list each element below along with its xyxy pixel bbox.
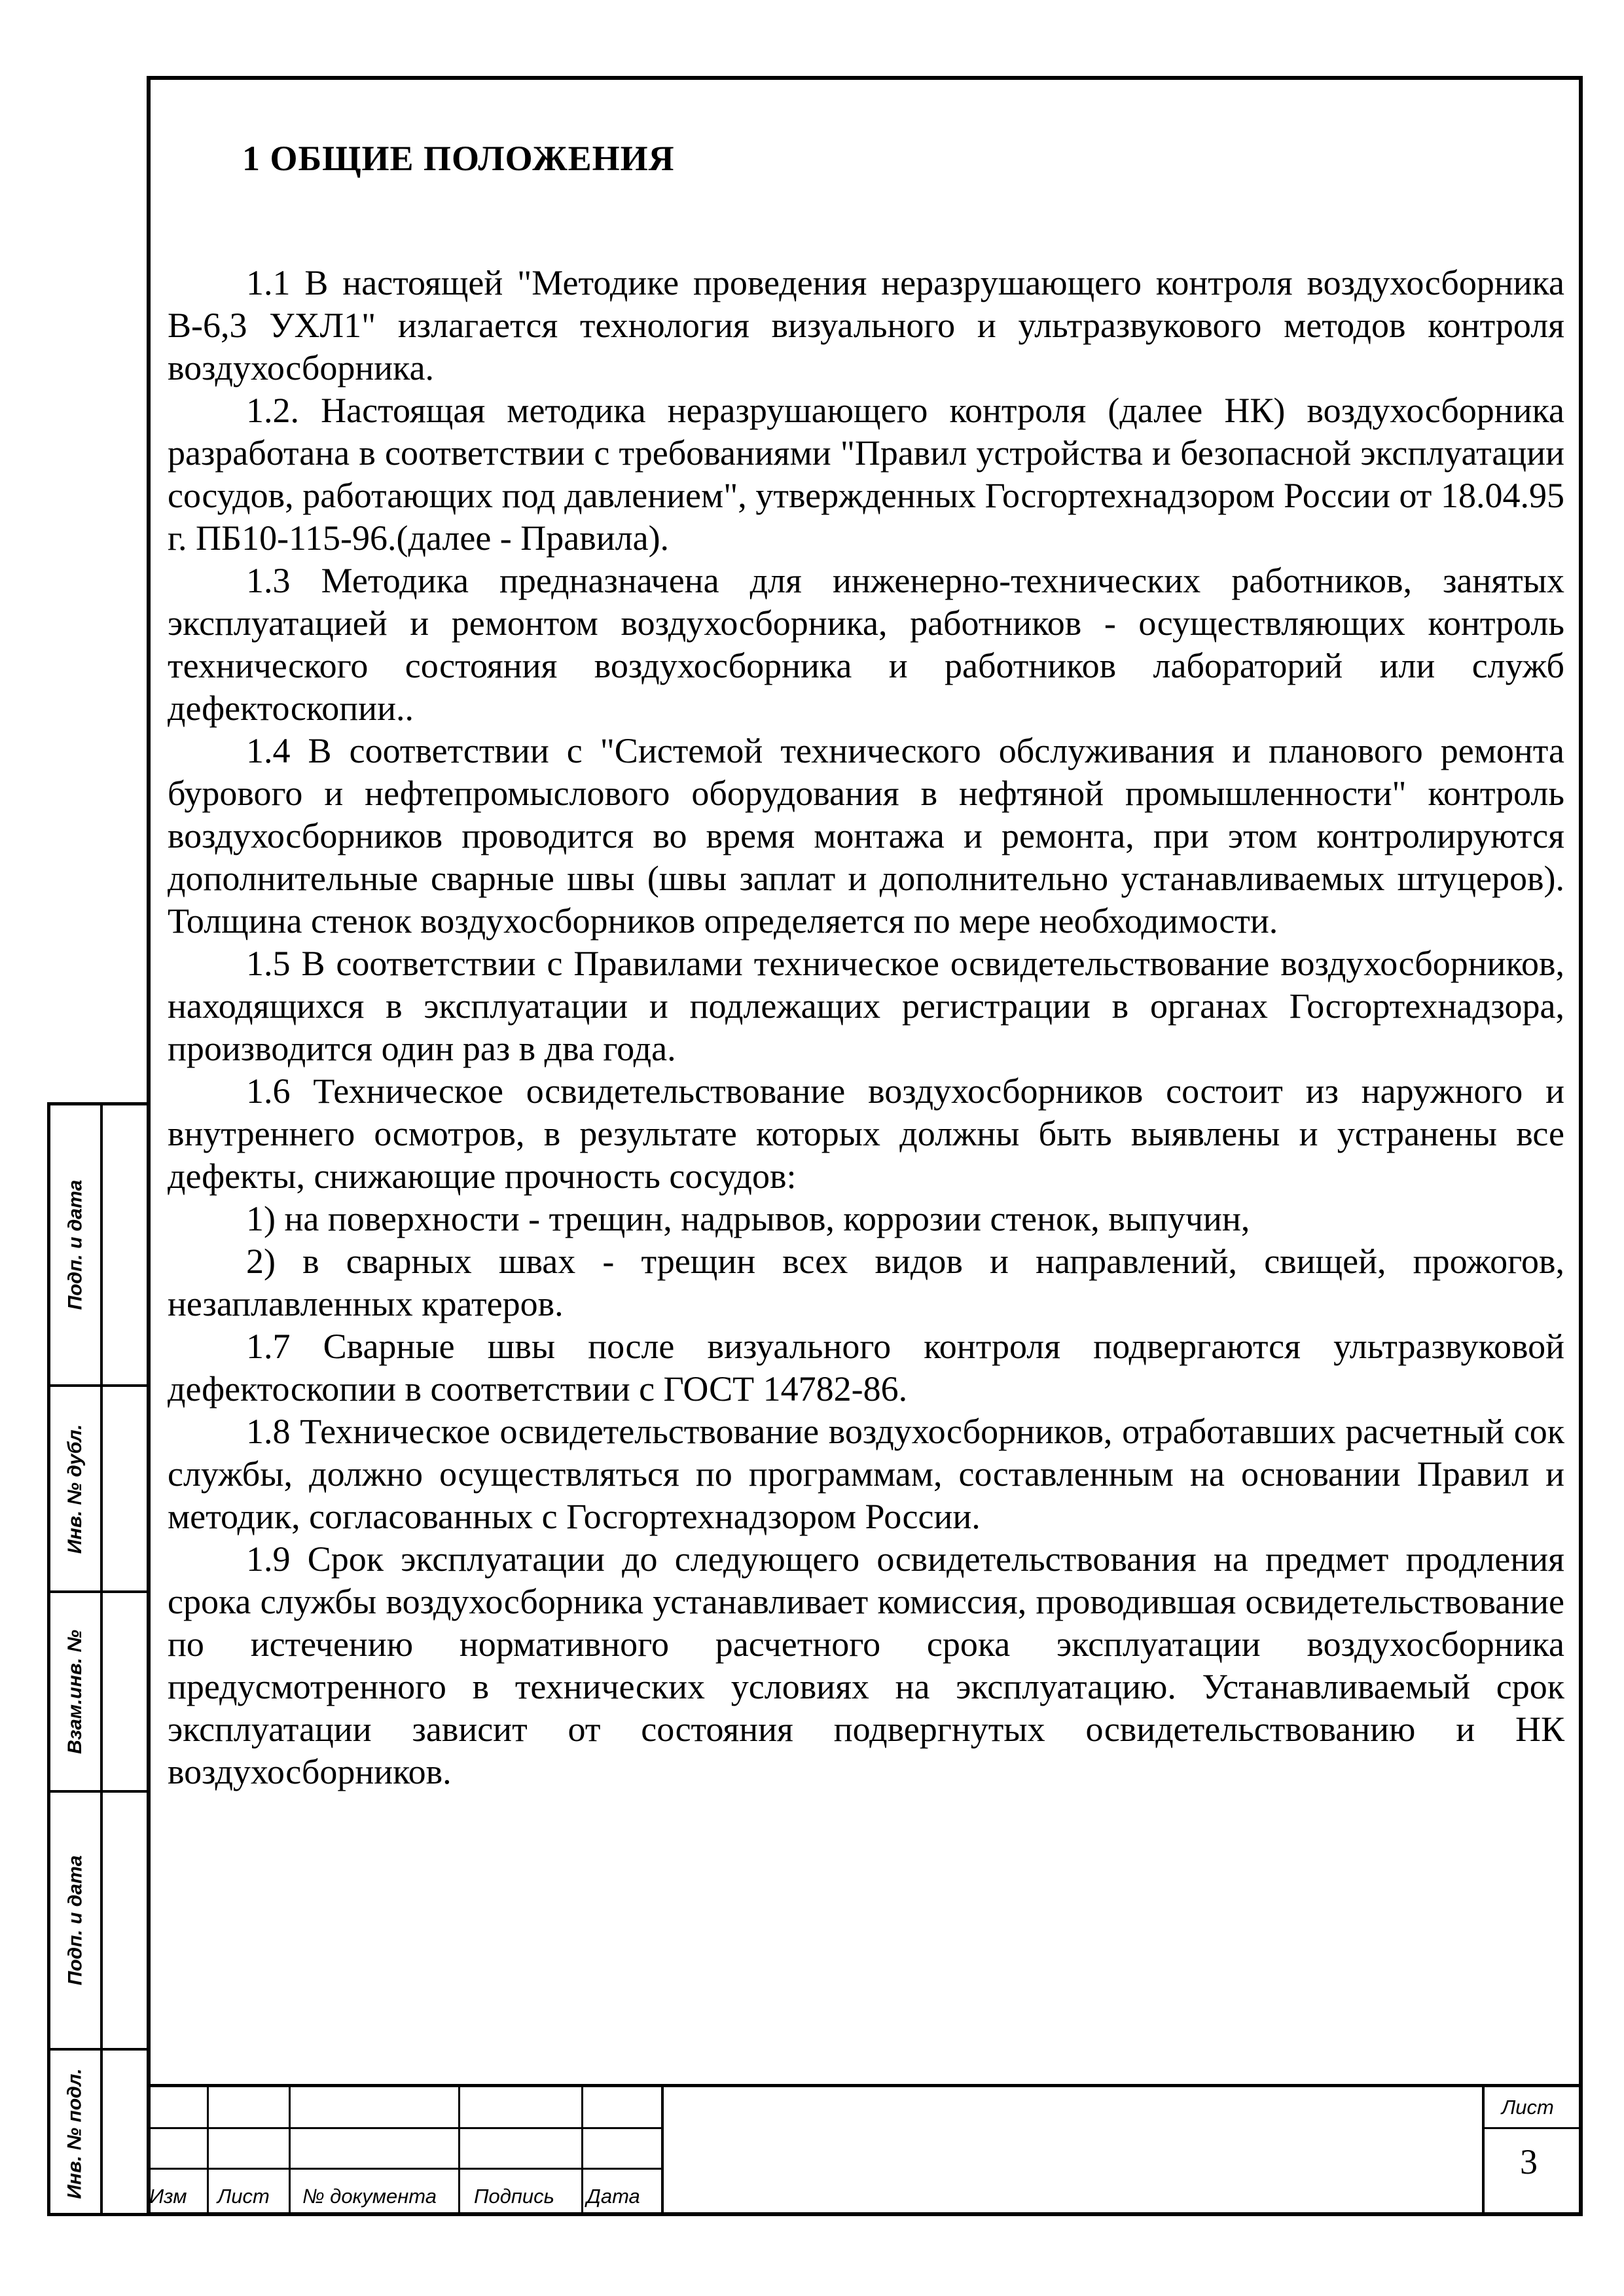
caption-podpis: Подпись: [474, 2185, 554, 2208]
paragraph-1-8: 1.8 Техническое освидетельствование воздухосборников, отработавших расчетный сок службы, должно осуществляться по программам, составленным на основании Правил и методик, согласованных с Госгортехнадзором России.: [168, 1412, 1564, 1536]
paragraph-1-3: 1.3 Методика предназначена для инженерно-технических работников, занятых эксплуатацией и ремонтом воздухосборника, работников - осуществляющих контроль технического состояния воздухосборника и работников лабораторий или служб дефектоскопии..: [168, 561, 1564, 728]
paragraph-1-9: 1.9 Срок эксплуатации до следующего освидетельствования на предмет продления срока службы воздухосборника устанавливает комиссия, проводившая освидетельствование по истечению нормативного расчетного срока эксплуатации воздухосборника предусмотренного в технических условиях на эксплуатацию. Устанавливаемый срок эксплуатации зависит от состояния подвергнутых освидетельствованию и НК воздухосборников.: [168, 1539, 1564, 1791]
stamp-podp-data-1: Подп. и дата: [64, 1179, 86, 1310]
title-block-col-line: [289, 2084, 291, 2216]
title-block-row-line: [147, 2168, 661, 2170]
paragraph-1-4: 1.4 В соответствии с "Системой технического обслуживания и планового ремонта бурового и нефтепромыслового оборудования в нефтяной промышленности" контроль воздухосборников проводится во время монтажа и ремонта, при этом контролируются дополнительные сварные швы (швы заплат и дополнительно устанавливаемых штуцеров). Толщина стенок воздухосборников определяется по мере необходимости.: [168, 731, 1564, 941]
paragraph-1-7: 1.7 Сварные швы после визуального контроля подвергаются ультразвуковой дефектоскопии в соответствии с ГОСТ 14782-86.: [168, 1327, 1564, 1408]
title-block-col-line: [581, 2084, 583, 2216]
paragraph-1-2: 1.2. Настоящая методика неразрушающего контроля (далее НК) воздухосборника разработана в соответствии с требованиями "Правил устройства и безопасной эксплуатации сосудов, работающих под давлением", утвержденных Госгортехнадзором России от 18.04.95 г. ПБ10-115-96.(далее - Правила).: [168, 391, 1564, 558]
title-block-row-line: [1482, 2127, 1583, 2129]
caption-doc-no: № документа: [302, 2185, 437, 2208]
title-block-row-line: [147, 2127, 661, 2129]
side-stamp-divider: [100, 1105, 103, 2213]
side-stamp: [47, 1102, 147, 2216]
stamp-inv-dubl: Инв. № дубл.: [64, 1424, 86, 1554]
list-item-1: 1) на поверхности - трещин, надрывов, коррозии стенок, выпучин,: [246, 1199, 1250, 1238]
title-block-col-line: [458, 2084, 460, 2216]
list-item-2: 2) в сварных швах - трещин всех видов и направлений, свищей, прожогов, незаплавленных кратеров.: [168, 1242, 1564, 1323]
paragraph-1-1: 1.1 В настоящей "Методике проведения неразрушающего контроля воздухосборника В-6,3 УХЛ1" излагается технология визуального и ультразвукового методов контроля воздухосборника.: [168, 263, 1564, 387]
title-block: [147, 2084, 1583, 2216]
stamp-inv-podl: Инв. № подл.: [64, 2068, 86, 2199]
title-block-col-line: [207, 2084, 209, 2216]
sheet-number: 3: [1520, 2142, 1538, 2181]
body-text: [168, 262, 1564, 1793]
stamp-vzam-inv: Взам.инв. №: [64, 1629, 86, 1754]
paragraph-1-6: 1.6 Техническое освидетельствование воздухосборников состоит из наружного и внутреннего осмотров, в результате которых должны быть выявлены и устранены все дефекты, снижающие прочность сосудов:: [168, 1071, 1564, 1196]
caption-sheet: Лист: [1502, 2096, 1554, 2119]
title-block-col-line: [1482, 2084, 1485, 2216]
caption-izm: Изм: [149, 2185, 187, 2208]
paragraph-1-5: 1.5 В соответствии с Правилами техническое освидетельствование воздухосборников, находящихся в эксплуатации и подлежащих регистрации в органах Госгортехнадзора, производится один раз в два года.: [168, 944, 1564, 1068]
caption-list: Лист: [217, 2185, 270, 2208]
title-block-border: [147, 2084, 1583, 2087]
section-heading: 1 ОБЩИЕ ПОЛОЖЕНИЯ: [242, 139, 675, 178]
caption-data: Дата: [586, 2185, 640, 2208]
stamp-podp-data-2: Подп. и дата: [64, 1855, 86, 1986]
title-block-col-line: [661, 2084, 664, 2216]
